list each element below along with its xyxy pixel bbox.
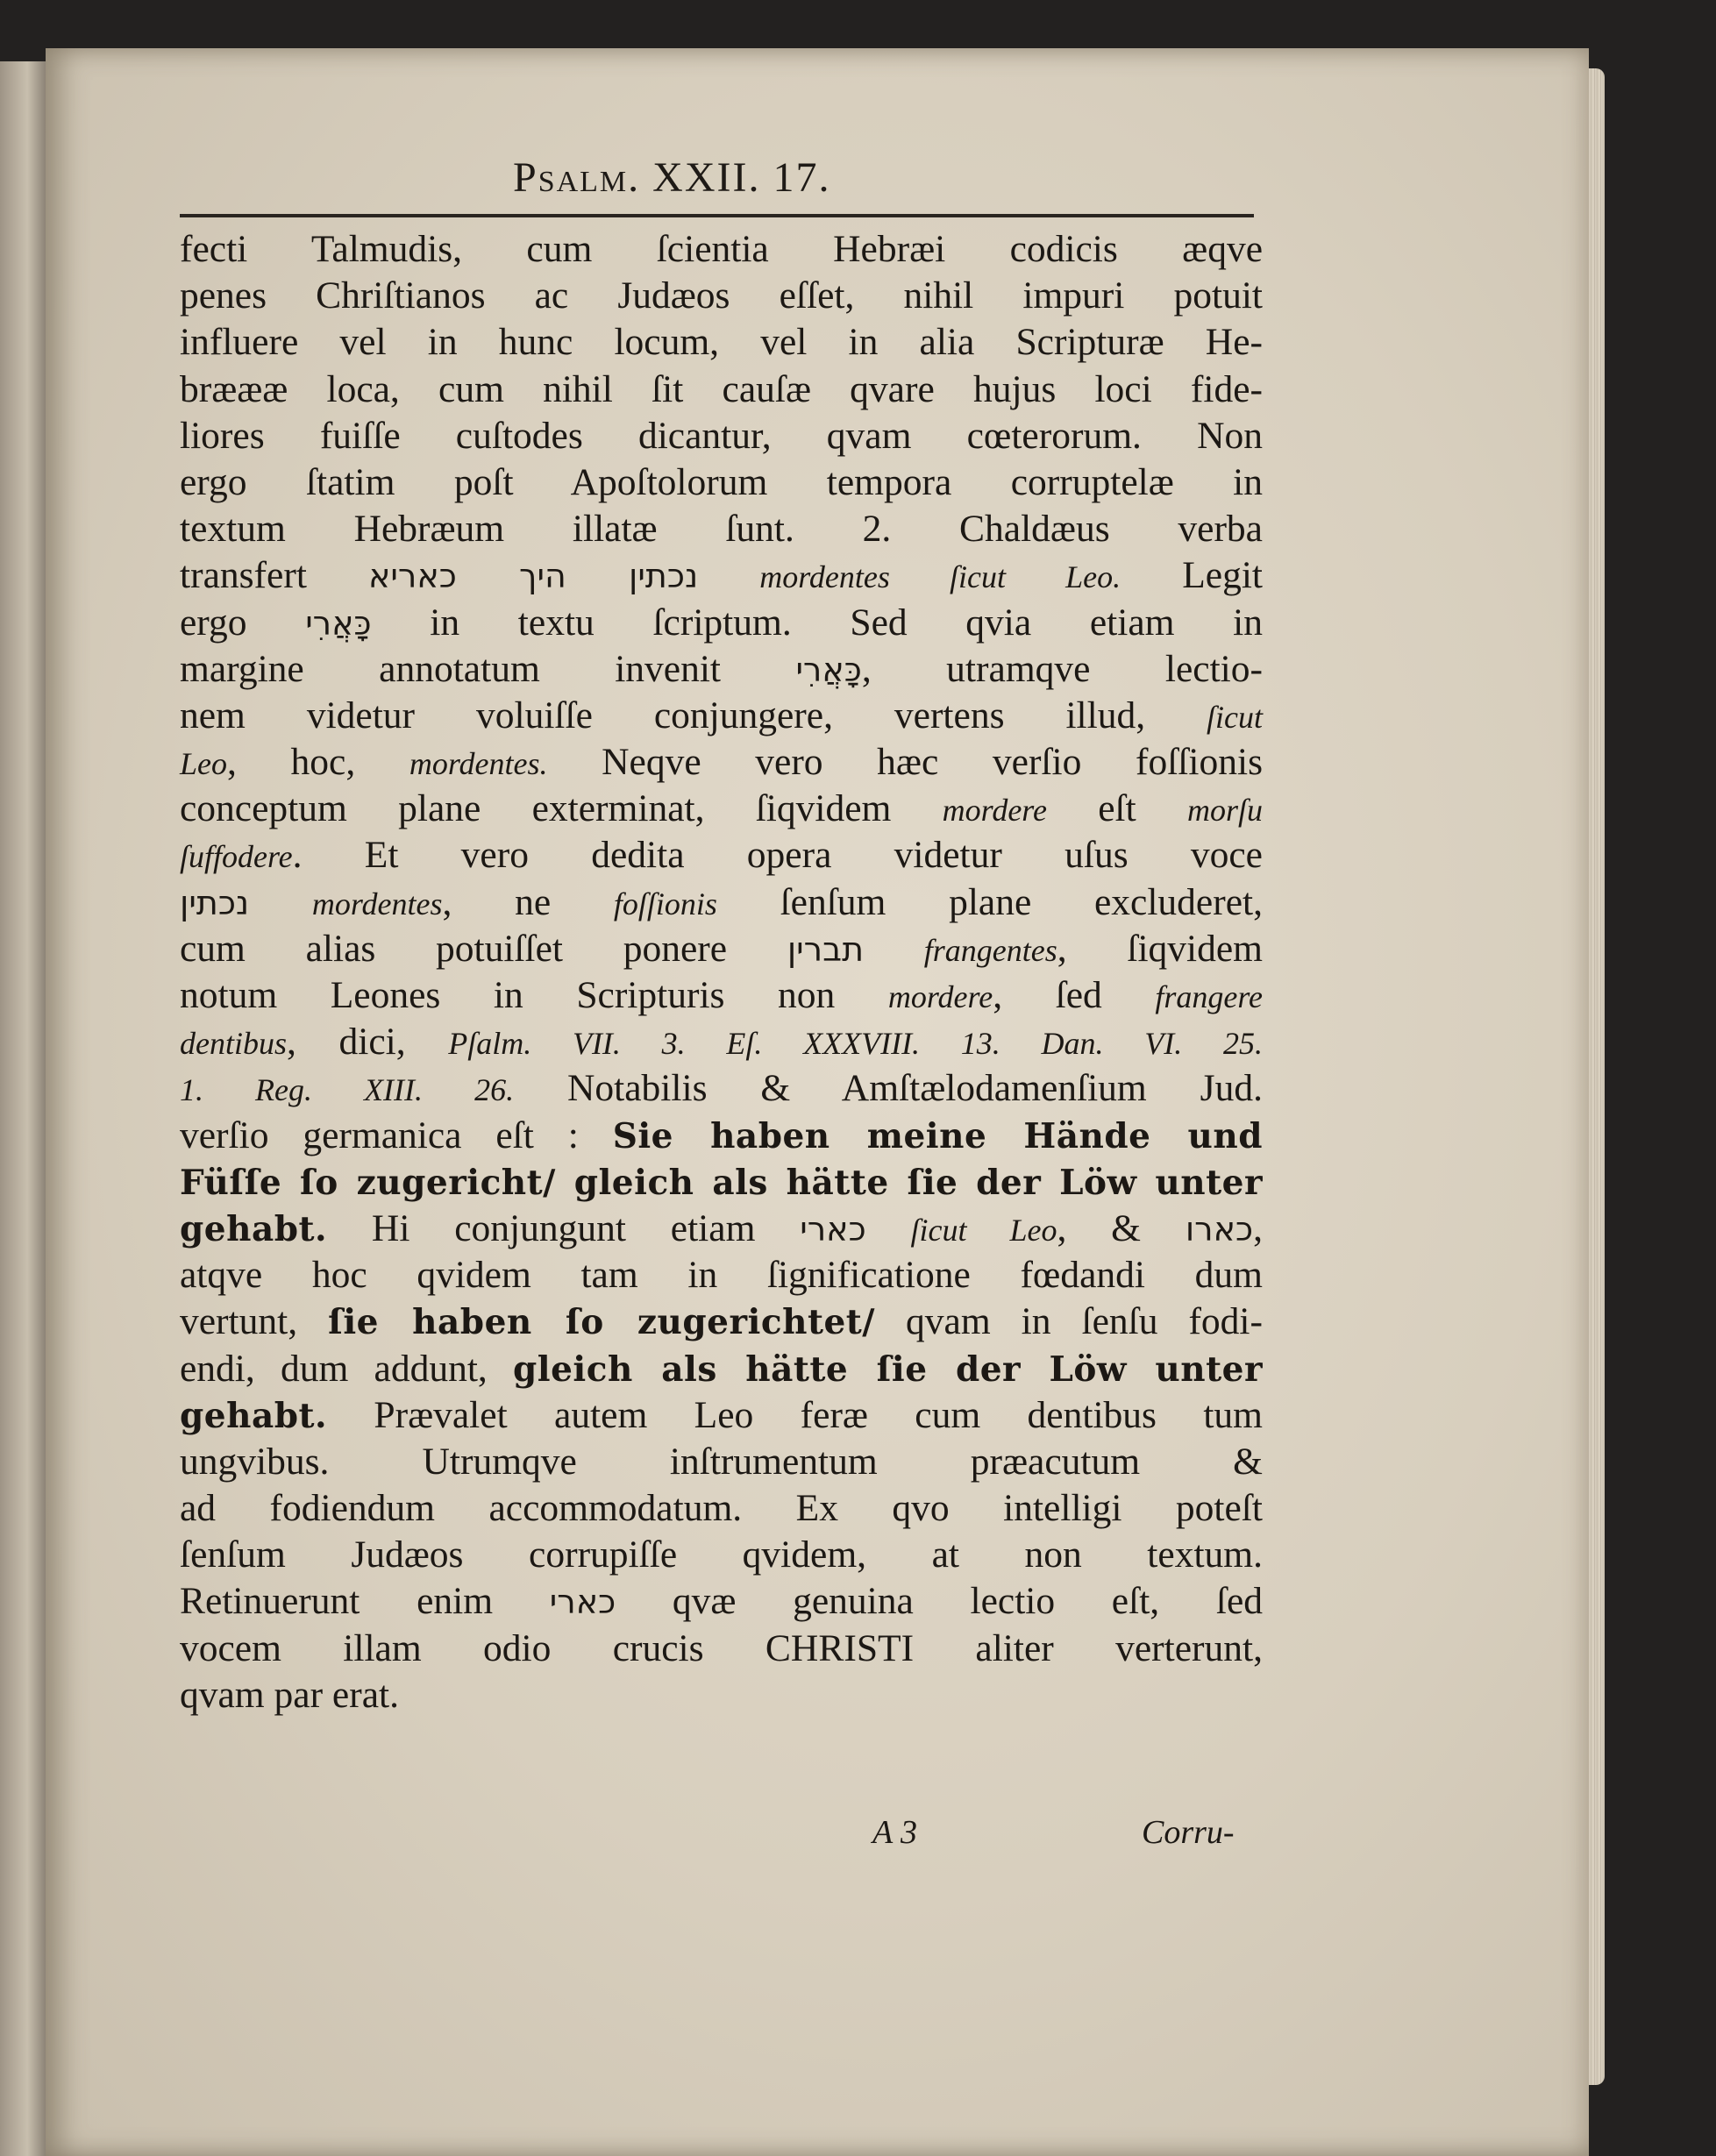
text-line [180, 1113, 1263, 1159]
hebrew-word: נכתין היך כאריא [367, 557, 699, 596]
text-run: qvam par erat. [180, 1673, 399, 1716]
text-run: ungvibus. Utrumqve inſtrumentum præacutum & [180, 1440, 1263, 1483]
text-line [180, 1159, 1263, 1206]
fraktur-text: ſie haben ſo zugerichtet/ [328, 1302, 876, 1343]
text-run: , ſiqvidem [1057, 927, 1264, 970]
text-run: notum Leones in Scripturis non [180, 974, 888, 1016]
text-line [180, 1299, 1263, 1345]
text-run [866, 1207, 911, 1249]
text-run: ſenſum Judæos corrupiſſe qvidem, at non textum. [180, 1533, 1263, 1576]
text-run: bræææ loca, cum nihil ſit cauſæ qvare hujus loci fide- [180, 367, 1263, 410]
text-run: ſenſum plane excluderet, [716, 880, 1263, 923]
text-run: eſt [1046, 787, 1187, 830]
text-line [180, 413, 1263, 459]
text-run: ergo ſtatim poſt Apoſtolorum tempora corruptelæ in [180, 460, 1263, 503]
text-run [698, 554, 759, 596]
text-run: influere vel in hunc locum, vel in alia Scripturæ He- [180, 321, 1263, 364]
text-run: , utramqve lectio- [861, 647, 1263, 690]
text-line [180, 879, 1263, 926]
text-line [180, 1485, 1263, 1532]
text-run: qvam in ſenſu fodi- [875, 1300, 1263, 1343]
text-run: fecti Talmudis, cum ſcientia Hebræi codicis æqve [180, 228, 1263, 270]
text-run: , ne [442, 880, 614, 923]
text-line [180, 1206, 1263, 1252]
text-line [180, 1065, 1263, 1112]
text-run: atqve hoc qvidem tam in ſignificatione fœdandi dum [180, 1254, 1263, 1297]
text-run: transfert [180, 554, 368, 597]
text-line [180, 1346, 1263, 1392]
text-run: vertunt, [180, 1300, 329, 1343]
text-run: qvæ genuina lectio eſt, ſed [616, 1580, 1263, 1623]
text-run: , dici, [287, 1021, 449, 1064]
italic-text: 1. Reg. XIII. 26. [180, 1072, 515, 1108]
text-line [180, 1578, 1263, 1625]
running-head: Psalm. XXII. 17. [513, 154, 831, 201]
fraktur-text: Füſſe ſo zugericht/ gleich als hätte ſie der Löw unter [180, 1162, 1263, 1203]
header-rule [180, 214, 1254, 217]
hebrew-word: כארו [1185, 1209, 1254, 1249]
facing-page-edge [0, 61, 46, 2156]
fraktur-text: gleich als hätte ſie der Löw unter [513, 1348, 1264, 1390]
text-line [180, 972, 1263, 1019]
italic-text: foſſionis [613, 886, 717, 921]
text-run: Prævalet autem Leo feræ cum dentibus tum [327, 1393, 1263, 1436]
text-line [180, 1019, 1263, 1065]
text-run: Notabilis & Amſtælodamenſium Jud. [514, 1067, 1263, 1110]
text-run: margine annotatum invenit [180, 647, 796, 690]
text-run: , hoc, [227, 741, 409, 784]
text-run: liores fuiſſe cuſtodes dicantur, qvam cœterorum. Non [180, 414, 1263, 457]
fraktur-text: Sie haben meine Hände und [612, 1115, 1263, 1156]
text-run: verſio germanica eſt : [180, 1114, 613, 1156]
text-line [180, 693, 1263, 739]
body-text [180, 226, 1263, 1718]
text-line [180, 273, 1263, 319]
italic-text: dentibus [180, 1026, 287, 1062]
text-line [180, 1626, 1263, 1672]
text-line [180, 832, 1263, 879]
italic-text: mordere [942, 793, 1047, 829]
text-run: textum Hebræum illatæ ſunt. 2. Chaldæus verba [180, 508, 1263, 551]
italic-text: frangere [1155, 979, 1263, 1014]
text-run [864, 928, 924, 970]
italic-text: mordentes [311, 886, 443, 921]
hebrew-word: כָּאֲרִי [305, 603, 372, 643]
text-run: , ſed [993, 974, 1156, 1016]
hebrew-word: כארי [800, 1209, 866, 1249]
text-line [180, 459, 1263, 506]
hebrew-word: כארי [549, 1583, 616, 1622]
text-run: endi, dum addunt, [180, 1347, 514, 1390]
italic-text: mordentes ſicut Leo. [759, 559, 1121, 595]
text-line [180, 366, 1263, 413]
text-run: Retinuerunt enim [180, 1580, 550, 1623]
text-run: Legit [1121, 554, 1264, 597]
text-line [180, 1392, 1263, 1439]
text-line [180, 226, 1263, 273]
text-run: in textu ſcriptum. Sed qvia etiam in [371, 601, 1263, 644]
text-line [180, 600, 1263, 646]
text-line [180, 1439, 1263, 1485]
italic-text: ſuffodere [180, 839, 293, 875]
signature-mark: A 3 [872, 1814, 918, 1851]
text-run: ergo [180, 601, 306, 644]
text-run: Neqve vero hæc verſio foſſionis [547, 741, 1263, 784]
hebrew-word: נכתין [180, 883, 250, 922]
catchword: Corru- [1142, 1814, 1235, 1851]
italic-text: ſicut Leo [910, 1212, 1057, 1248]
italic-text: Pſalm. VII. 3. Eſ. XXXVIII. 13. Dan. VI. 25. [448, 1026, 1263, 1062]
fraktur-text: gehabt. [180, 1395, 328, 1436]
text-run: Hi conjungunt etiam [327, 1206, 801, 1249]
hebrew-word: כָּאֲרִי [795, 650, 862, 689]
text-line [180, 506, 1263, 552]
italic-text: Leo [180, 746, 227, 782]
text-line [180, 552, 1263, 599]
text-line [180, 1252, 1263, 1299]
text-run: nem videtur voluiſſe conjungere, vertens illud, [180, 694, 1207, 736]
italic-text: frangentes [923, 932, 1057, 968]
italic-text: mordentes. [409, 746, 548, 782]
text-line [180, 319, 1263, 366]
italic-text: morſu [1186, 793, 1263, 829]
text-line [180, 739, 1263, 786]
hebrew-word: תברין [787, 929, 865, 969]
text-line [180, 926, 1263, 972]
fraktur-text: gehabt. [180, 1208, 328, 1249]
text-run: , & [1057, 1206, 1186, 1249]
text-run: penes Chriſtianos ac Judæos eſſet, nihil impuri potuit [180, 274, 1263, 317]
text-run [249, 881, 312, 923]
text-run: vocem illam odio crucis CHRISTI aliter verterunt, [180, 1626, 1263, 1669]
text-run: conceptum plane exterminat, ſiqvidem [180, 787, 943, 830]
italic-text: ſicut [1207, 699, 1263, 735]
text-line [180, 1672, 1263, 1718]
text-line [180, 1532, 1263, 1578]
italic-text: mordere [887, 979, 993, 1014]
text-run: cum alias potuiſſet ponere [180, 927, 787, 970]
text-run: . Et vero dedita opera videtur uſus voce [292, 834, 1263, 877]
text-run: ad fodiendum accommodatum. Ex qvo intelligi poteſt [180, 1487, 1263, 1530]
text-line [180, 646, 1263, 693]
text-line [180, 786, 1263, 832]
text-run: , [1253, 1206, 1263, 1249]
